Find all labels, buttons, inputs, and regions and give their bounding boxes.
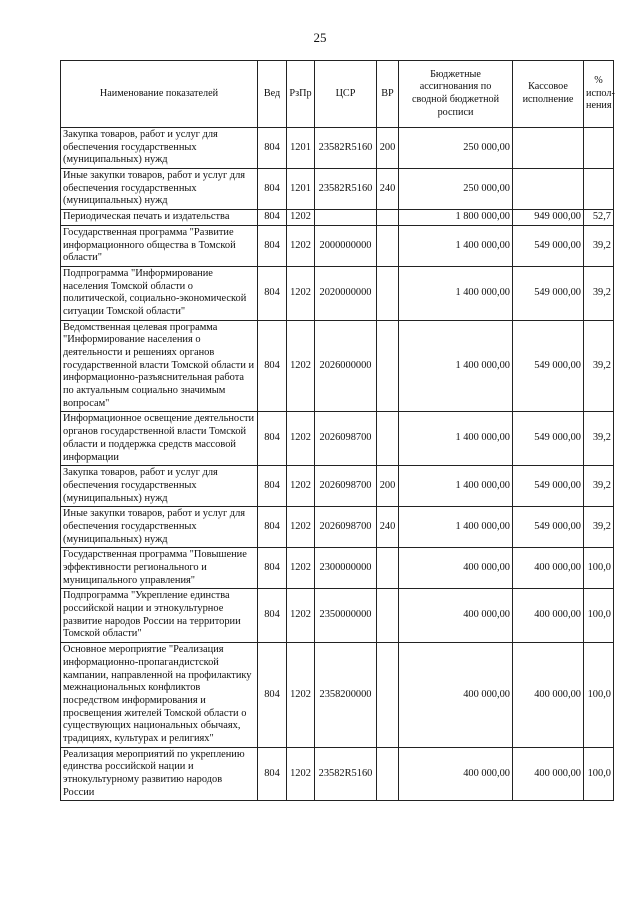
cell-cash: 549 000,00	[513, 507, 584, 548]
cell-vr	[377, 747, 399, 801]
cell-vr: 200	[377, 466, 399, 507]
table-row	[61, 589, 614, 643]
cell-rzpr: 1202	[287, 412, 315, 466]
cell-ved: 804	[258, 225, 287, 266]
cell-rzpr: 1202	[287, 507, 315, 548]
cell-pct: 39,2	[584, 466, 614, 507]
cell-name: Информационное освещение деятельности органов государственной власти Томской области и поддержка средств массовой информации	[61, 412, 258, 466]
cell-cash: 549 000,00	[513, 412, 584, 466]
cell-vr	[377, 589, 399, 643]
cell-budget: 250 000,00	[399, 128, 513, 169]
cell-budget: 1 400 000,00	[399, 466, 513, 507]
table-row	[61, 412, 614, 466]
cell-rzpr: 1202	[287, 266, 315, 320]
cell-vr	[377, 320, 399, 412]
header-csr: ЦСР	[315, 61, 377, 128]
cell-name: Иные закупки товаров, работ и услуг для обеспечения государственных (муниципальных) нужд	[61, 507, 258, 548]
cell-budget: 1 400 000,00	[399, 225, 513, 266]
cell-rzpr: 1202	[287, 643, 315, 748]
table-row	[61, 466, 614, 507]
cell-ved: 804	[258, 507, 287, 548]
cell-budget: 400 000,00	[399, 643, 513, 748]
cell-ved: 804	[258, 548, 287, 589]
cell-pct: 39,2	[584, 412, 614, 466]
cell-cash: 549 000,00	[513, 320, 584, 412]
header-name: Наименование показателей	[61, 61, 258, 128]
table-row	[61, 643, 614, 748]
cell-ved: 804	[258, 169, 287, 210]
table-row	[61, 747, 614, 801]
header-vr: ВР	[377, 61, 399, 128]
cell-name: Иные закупки товаров, работ и услуг для обеспечения государственных (муниципальных) нужд	[61, 169, 258, 210]
cell-cash: 400 000,00	[513, 589, 584, 643]
cell-ved: 804	[258, 412, 287, 466]
cell-cash: 949 000,00	[513, 210, 584, 226]
cell-budget: 1 400 000,00	[399, 507, 513, 548]
cell-name: Государственная программа "Повышение эффективности регионального и муниципального управления"	[61, 548, 258, 589]
cell-budget: 400 000,00	[399, 589, 513, 643]
cell-pct: 52,7	[584, 210, 614, 226]
cell-name: Закупка товаров, работ и услуг для обеспечения государственных (муниципальных) нужд	[61, 128, 258, 169]
table-row	[61, 266, 614, 320]
cell-vr: 240	[377, 169, 399, 210]
table-row	[61, 507, 614, 548]
cell-rzpr: 1202	[287, 466, 315, 507]
cell-vr	[377, 643, 399, 748]
cell-csr: 2358200000	[315, 643, 377, 748]
cell-budget: 1 800 000,00	[399, 210, 513, 226]
cell-csr: 23582R5160	[315, 128, 377, 169]
cell-ved: 804	[258, 747, 287, 801]
cell-cash: 400 000,00	[513, 548, 584, 589]
cell-budget: 1 400 000,00	[399, 266, 513, 320]
cell-name: Государственная программа "Развитие информационного общества в Томской области"	[61, 225, 258, 266]
table-row	[61, 169, 614, 210]
cell-vr	[377, 225, 399, 266]
cell-pct: 39,2	[584, 320, 614, 412]
cell-vr	[377, 548, 399, 589]
cell-csr: 2000000000	[315, 225, 377, 266]
cell-cash: 400 000,00	[513, 643, 584, 748]
table-header-row	[61, 61, 614, 128]
cell-budget: 1 400 000,00	[399, 412, 513, 466]
cell-name: Подпрограмма "Информирование населения Томской области о политической, социально-экономической ситуации Томской области"	[61, 266, 258, 320]
cell-vr	[377, 210, 399, 226]
table-row	[61, 225, 614, 266]
cell-cash: 549 000,00	[513, 266, 584, 320]
header-ved: Вед	[258, 61, 287, 128]
cell-name: Периодическая печать и издательства	[61, 210, 258, 226]
cell-ved: 804	[258, 320, 287, 412]
cell-csr: 2300000000	[315, 548, 377, 589]
cell-budget: 250 000,00	[399, 169, 513, 210]
cell-ved: 804	[258, 589, 287, 643]
cell-ved: 804	[258, 266, 287, 320]
cell-pct: 100,0	[584, 747, 614, 801]
cell-ved: 804	[258, 466, 287, 507]
cell-name: Подпрограмма "Укрепление единства российской нации и этнокультурное развитие народов России на территории Томской области"	[61, 589, 258, 643]
cell-rzpr: 1202	[287, 210, 315, 226]
cell-cash: 400 000,00	[513, 747, 584, 801]
cell-ved: 804	[258, 128, 287, 169]
cell-csr: 2026000000	[315, 320, 377, 412]
cell-pct: 39,2	[584, 225, 614, 266]
cell-cash	[513, 169, 584, 210]
cell-csr: 2020000000	[315, 266, 377, 320]
cell-pct: 100,0	[584, 548, 614, 589]
header-pct: % испол-нения	[584, 61, 614, 128]
cell-ved: 804	[258, 643, 287, 748]
cell-vr: 240	[377, 507, 399, 548]
cell-csr: 23582R5160	[315, 169, 377, 210]
cell-csr: 23582R5160	[315, 747, 377, 801]
page-number: 25	[313, 30, 327, 45]
cell-pct	[584, 169, 614, 210]
cell-pct	[584, 128, 614, 169]
cell-csr	[315, 210, 377, 226]
cell-pct: 39,2	[584, 266, 614, 320]
cell-csr: 2026098700	[315, 412, 377, 466]
cell-rzpr: 1202	[287, 320, 315, 412]
cell-rzpr: 1202	[287, 225, 315, 266]
cell-budget: 1 400 000,00	[399, 320, 513, 412]
table-row	[61, 548, 614, 589]
cell-rzpr: 1202	[287, 747, 315, 801]
cell-budget: 400 000,00	[399, 747, 513, 801]
cell-csr: 2026098700	[315, 507, 377, 548]
cell-rzpr: 1201	[287, 128, 315, 169]
table-row	[61, 320, 614, 412]
cell-name: Основное мероприятие "Реализация информационно-пропагандистской кампании, направленной на профилактику межнациональных конфликтов посредством информирования и просвещения жителей Томской области о существующих национальных обычаях, традициях, культурах и религиях"	[61, 643, 258, 748]
cell-cash: 549 000,00	[513, 225, 584, 266]
header-cash: Кассовое исполнение	[513, 61, 584, 128]
cell-name: Ведомственная целевая программа "Информирование населения о деятельности и решениях органов государственной власти Томской области и информационно-разъяснительная работа по актуальным социально значимым вопросам"	[61, 320, 258, 412]
cell-vr: 200	[377, 128, 399, 169]
cell-cash	[513, 128, 584, 169]
cell-name: Закупка товаров, работ и услуг для обеспечения государственных (муниципальных) нужд	[61, 466, 258, 507]
budget-execution-table	[60, 60, 614, 801]
cell-pct: 39,2	[584, 507, 614, 548]
cell-ved: 804	[258, 210, 287, 226]
header-rzpr: РзПр	[287, 61, 315, 128]
cell-vr	[377, 266, 399, 320]
cell-pct: 100,0	[584, 643, 614, 748]
cell-rzpr: 1201	[287, 169, 315, 210]
table-row	[61, 210, 614, 226]
cell-csr: 2026098700	[315, 466, 377, 507]
cell-budget: 400 000,00	[399, 548, 513, 589]
cell-cash: 549 000,00	[513, 466, 584, 507]
cell-name: Реализация мероприятий по укреплению единства российской нации и этнокультурному развитию народов России	[61, 747, 258, 801]
cell-rzpr: 1202	[287, 589, 315, 643]
cell-pct: 100,0	[584, 589, 614, 643]
table-row	[61, 128, 614, 169]
header-budget: Бюджетные ассигнования по сводной бюджетной росписи	[399, 61, 513, 128]
cell-vr	[377, 412, 399, 466]
cell-rzpr: 1202	[287, 548, 315, 589]
cell-csr: 2350000000	[315, 589, 377, 643]
